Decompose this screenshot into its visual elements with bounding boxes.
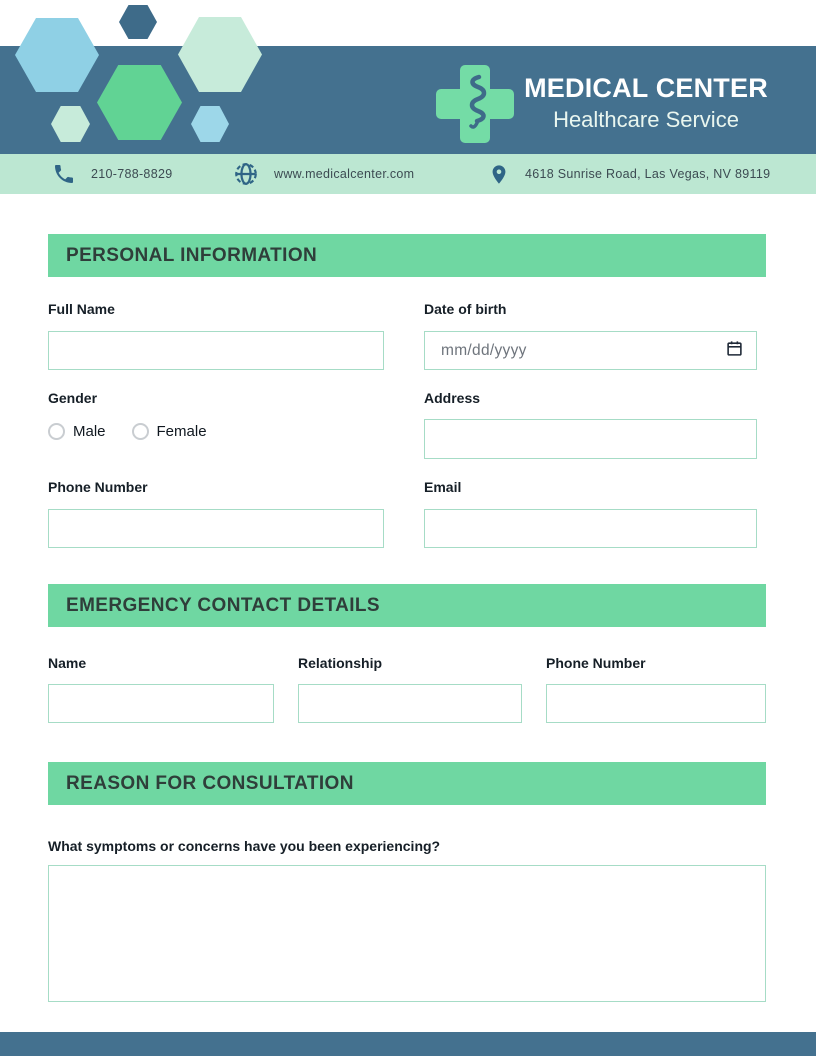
section-title: REASON FOR CONSULTATION	[66, 772, 354, 794]
emergency-phone-input[interactable]	[546, 684, 766, 723]
contact-website-text: www.medicalcenter.com	[274, 167, 415, 181]
section-header-personal	[48, 234, 766, 277]
globe-icon	[233, 161, 259, 187]
email-field	[424, 479, 757, 548]
contact-website	[233, 154, 414, 194]
full-name-field	[48, 301, 384, 370]
full-name-input[interactable]	[48, 331, 384, 370]
emergency-relationship-label: Relationship	[298, 655, 383, 671]
emergency-name-label: Name	[48, 655, 87, 671]
gender-label: Gender	[48, 390, 98, 406]
address-field	[424, 390, 757, 459]
location-pin-icon	[488, 162, 510, 187]
brand-name: MEDICAL CENTER	[524, 73, 768, 103]
emergency-phone-field	[546, 655, 766, 723]
contact-phone-text: 210-788-8829	[91, 167, 173, 181]
footer-bar	[0, 1032, 816, 1056]
emergency-relationship-input[interactable]	[298, 684, 522, 723]
contact-bar	[0, 154, 816, 194]
female-radio-label: Female	[156, 423, 207, 440]
brand-tagline: Healthcare Service	[553, 106, 739, 132]
section-title: PERSONAL INFORMATION	[66, 244, 318, 266]
emergency-name-field	[48, 655, 274, 723]
contact-phone	[52, 154, 172, 194]
brand-block	[524, 74, 768, 133]
full-name-label: Full Name	[48, 301, 115, 317]
address-label: Address	[424, 390, 481, 406]
dob-input[interactable]	[424, 331, 757, 370]
email-label: Email	[424, 479, 462, 495]
medical-cross-logo-icon	[433, 62, 517, 146]
phone-number-label: Phone Number	[48, 479, 148, 495]
emergency-phone-label: Phone Number	[546, 655, 646, 671]
contact-address	[488, 154, 770, 194]
gender-option-female[interactable]	[132, 423, 207, 440]
dob-placeholder: mm/dd/yyyy	[441, 341, 527, 359]
section-header-emergency	[48, 584, 766, 627]
male-radio[interactable]	[48, 423, 65, 440]
section-header-reason	[48, 762, 766, 805]
phone-number-field	[48, 479, 384, 548]
form-content	[48, 234, 766, 1002]
female-radio[interactable]	[132, 423, 149, 440]
symptoms-textarea[interactable]	[48, 865, 766, 1002]
male-radio-label: Male	[73, 423, 106, 440]
emergency-relationship-field	[298, 655, 522, 723]
calendar-icon[interactable]	[726, 340, 743, 362]
gender-field	[48, 390, 384, 459]
address-input[interactable]	[424, 419, 757, 459]
symptoms-question-label: What symptoms or concerns have you been experiencing?	[48, 838, 441, 854]
section-title: EMERGENCY CONTACT DETAILS	[66, 594, 381, 616]
emergency-name-input[interactable]	[48, 684, 274, 723]
email-input[interactable]	[424, 509, 757, 548]
phone-number-input[interactable]	[48, 509, 384, 548]
dob-label: Date of birth	[424, 301, 507, 317]
hexagon-decoration	[119, 5, 157, 39]
contact-address-text: 4618 Sunrise Road, Las Vegas, NV 89119	[525, 167, 771, 181]
gender-option-male[interactable]	[48, 423, 106, 440]
phone-icon	[52, 162, 76, 186]
dob-field	[424, 301, 757, 370]
